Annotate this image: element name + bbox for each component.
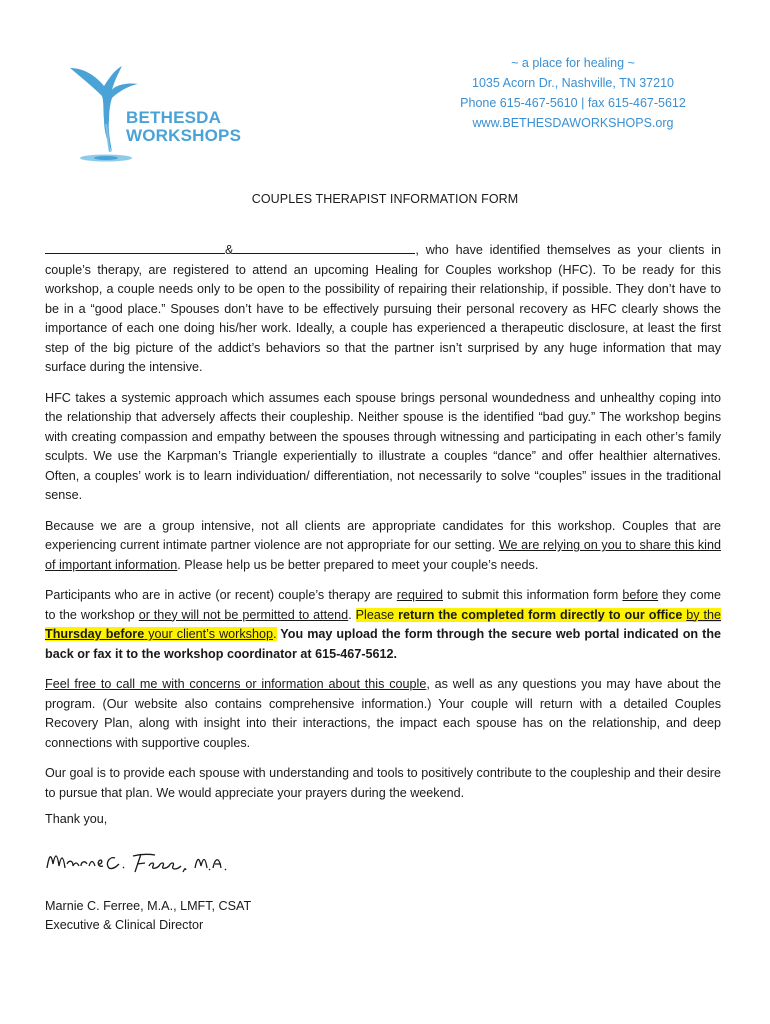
paragraph-6: Our goal is to provide each spouse with understanding and tools to positively contribute to the coupleship and their desire to pursue that plan. We would appreciate your prayers during the weekend. xyxy=(45,766,721,800)
paragraph-5: Feel free to call me with concerns or information about this couple, as well as any questions you may have about the program. (Our website also contains comprehensive information.) Your couple will return with a detailed Couples Recovery Plan, along with insight into their interactions, the impact each spouse has on the relationship, and deep connections with supportive couples. xyxy=(45,677,721,750)
paragraph-3: Because we are a group intensive, not all clients are appropriate candidates for this workshop. Couples that are experiencing current intimate partner violence are not appropriate for our setting. We are relying on you to share this kind of important information. Please help us be better prepared to meet your couple’s needs. xyxy=(45,518,721,572)
signer-name: Marnie C. Ferree, M.A., LMFT, CSAT xyxy=(45,899,252,913)
bethesda-logo xyxy=(66,60,256,170)
website-link[interactable]: www.BETHESDAWORKSHOPS.org xyxy=(472,116,674,130)
contact-block xyxy=(410,53,736,133)
client-name-blank-1[interactable] xyxy=(45,240,225,254)
paragraph-1: & , who have identified themselves as your clients in couple’s therapy, are registered to attend an upcoming Healing for Couples workshop (HFC). To be ready for this workshop, a couple needs only to be open to the possibility of repairing their relationship, if possible. They don’t have to be in a “good place.” Spouses don’t have to be effectively pursuing their personal recovery as HFC clearly shows the importance of each one doing his/her work. Ideally, a couple has experienced a therapeutic disclosure, at least the first step of the big picture of the addict’s behaviors so that the partner isn’t surprised by any huge information that may surface during the intensive. xyxy=(45,240,721,378)
logo-line-2: WORKSHOPS xyxy=(126,126,242,145)
client-name-blank-2[interactable] xyxy=(233,240,415,254)
form-title: COUPLES THERAPIST INFORMATION FORM xyxy=(251,192,519,206)
paragraph-2: HFC takes a systemic approach which assumes each spouse brings personal woundedness and unhealthy coping into the relationship that adversely affects their coupleship. Neither spouse is the identified “bad guy.” The workshop begins with creating compassion and empathy between the spouses through witnessing and participating in each other’s family sculpts. We use the Karpman’s Triangle experientially to illustrate a couples “dance” and offer healthier alternatives. Often, a couples’ work is to learn individuation/ differentiation, not necessarily to solve “couples” issues in the traditional sense. xyxy=(45,390,721,502)
tagline: ~ a place for healing ~ xyxy=(511,56,635,70)
letter-body xyxy=(45,240,721,814)
phone-fax: Phone 615-467-5610 | fax 615-467-5612 xyxy=(460,96,686,110)
paragraph-4: Participants who are in active (or recent) couple’s therapy are required to submit this information form before they come to the workshop or they will not be permitted to attend. Please return the completed form directly to our office by the Thursday before your client’s workshop. You may upload the form through the secure web portal indicated on the back or fax it to the workshop coordinator at 615-467-5612. xyxy=(45,588,722,661)
signature-icon xyxy=(45,842,235,882)
paragraph-1-text: , who have identified themselves as your clients in couple’s therapy, are registered to attend an upcoming Healing for Couples workshop (HFC). To be ready for this workshop, a couple needs only to be open to the possibility of repairing their relationship, if possible. They don’t have to be in a “good place.” Spouses don’t have to be effectively pursuing their personal recovery as HFC clearly shows the importance of each one doing his/her work. Ideally, a couple has experienced a therapeutic disclosure, at least the first step of the big picture of the addict’s behaviors so that the partner isn’t surprised by any huge information that may surface during the intensive. xyxy=(45,243,721,374)
signer-title: Executive & Clinical Director xyxy=(45,918,204,932)
signer-block xyxy=(45,897,251,935)
handwritten-signature xyxy=(45,842,235,887)
closing: Thank you, xyxy=(45,812,108,826)
logo-line-1: BETHESDA xyxy=(126,108,222,127)
address: 1035 Acorn Dr., Nashville, TN 37210 xyxy=(472,76,674,90)
